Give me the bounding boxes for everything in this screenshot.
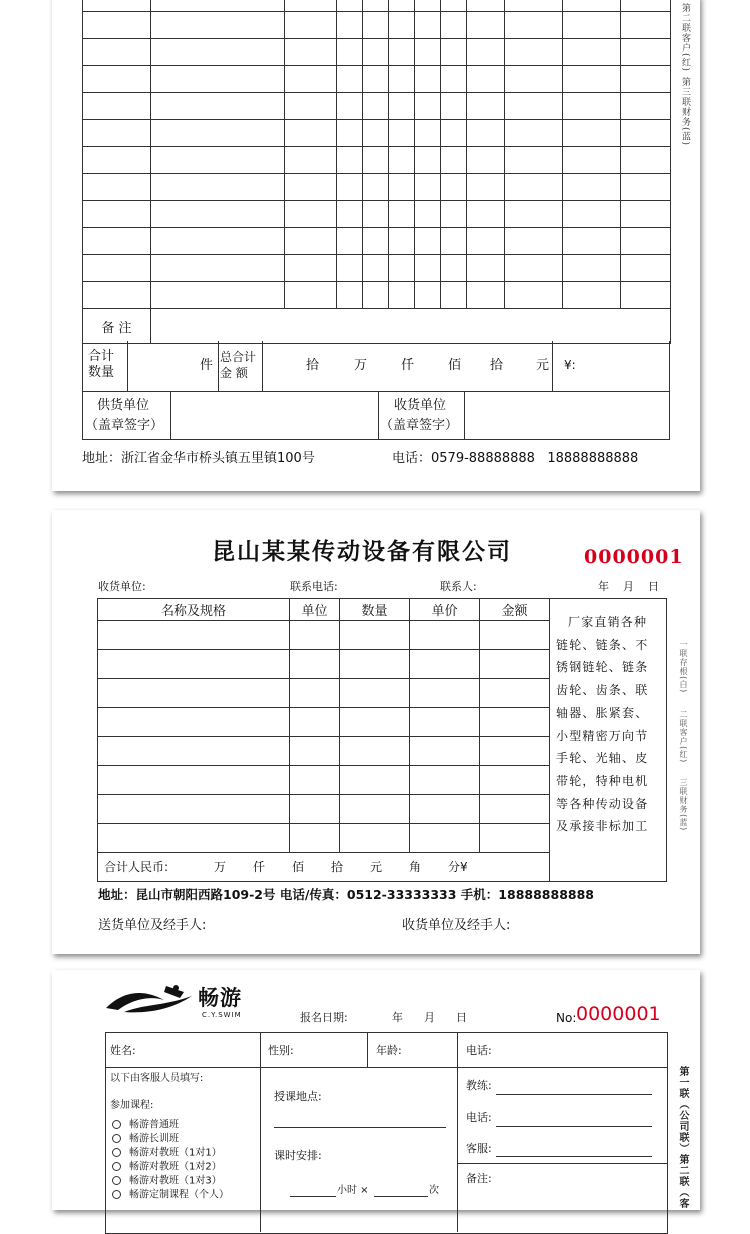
address-1: 地址：浙江省金华市桥头镇五里镇100号	[82, 451, 315, 466]
service-input-line[interactable]	[496, 1156, 652, 1157]
radio-circle-icon[interactable]	[112, 1134, 121, 1143]
receiver-sign-label: 收货单位及经手人:	[402, 918, 511, 933]
radio-circle-icon[interactable]	[112, 1120, 121, 1129]
coach-phone-label: 电话:	[466, 1111, 492, 1124]
date-label-2: 年 月 日	[598, 580, 659, 593]
divider	[127, 341, 128, 391]
gender-label: 性别:	[268, 1044, 294, 1057]
col-header-amount: 金额	[480, 599, 550, 621]
amount-unit-shi: 拾	[306, 358, 320, 373]
delivery-note-form	[52, 510, 700, 954]
footer-address-2: 地址：昆山市朝阳西路109-2号 电话/传真：0512-33333333 手机：18888888888	[98, 887, 594, 902]
ad-line: 轴器、胀紧套、	[556, 705, 649, 720]
amount-unit-qian: 仟	[401, 358, 415, 373]
divider	[105, 1067, 667, 1068]
items-grid-2	[97, 598, 667, 882]
swimmer-logo-icon	[104, 982, 196, 1016]
radio-circle-icon[interactable]	[112, 1162, 121, 1171]
total-unit: 角	[409, 860, 422, 874]
course-option[interactable]: 畅游普通班	[112, 1120, 179, 1131]
course-option[interactable]: 畅游对教班（1对3）	[112, 1176, 222, 1187]
side-note: 第一联（公司联）	[677, 1066, 688, 1154]
divider	[367, 1032, 368, 1068]
ad-line: 带轮，特种电机	[556, 773, 649, 788]
coach-label: 教练:	[466, 1079, 492, 1092]
receiving-unit-label: 收货单位:	[98, 580, 146, 593]
schedule-label: 课时安排:	[274, 1149, 322, 1162]
totals-row	[82, 341, 670, 392]
divider	[262, 341, 263, 391]
ad-line: 链轮、链条、不	[556, 637, 649, 652]
amount-unit-wan: 万	[354, 358, 368, 373]
divider	[464, 391, 465, 439]
divider	[218, 341, 219, 391]
total-rmb-label: 合计人民币:	[104, 860, 169, 874]
supplier-label: 供货单位	[97, 398, 150, 413]
divider	[378, 391, 379, 439]
logo-text: 畅游	[198, 986, 242, 1010]
side-note: 第二联客户(红)	[680, 3, 690, 73]
col-header-name: 名称及规格	[98, 599, 290, 621]
side-note: 第三联财务(蓝)	[680, 77, 690, 147]
course-option[interactable]: 畅游对教班（1对1）	[112, 1148, 222, 1159]
no-label: No:	[556, 1011, 577, 1025]
phone-label: 电话:	[466, 1044, 492, 1057]
company-title: 昆山某某传动设备有限公司	[212, 538, 512, 565]
place-label: 授课地点:	[274, 1090, 322, 1103]
ad-panel	[550, 599, 667, 882]
phone-1: 电话：0579-88888888 18888888888	[392, 451, 639, 466]
total-unit: 拾	[331, 860, 344, 874]
receiver-stamp: （盖章签字）	[380, 418, 459, 433]
divider	[552, 341, 553, 391]
registration-date-label: 报名日期:	[300, 1011, 348, 1024]
ad-line: 及承接非标加工	[556, 819, 649, 834]
side-note: 三联财务(蓝)	[679, 778, 688, 832]
total-qty-unit: 件	[200, 358, 214, 373]
place-input-line[interactable]	[274, 1127, 446, 1128]
course-option[interactable]: 畅游对教班（1对2）	[112, 1162, 222, 1173]
divider	[170, 391, 171, 439]
ad-line: 等各种传动设备	[556, 796, 649, 811]
total-qty-label: 合计数量	[88, 349, 115, 380]
serial-number-3: 0000001	[576, 1003, 661, 1025]
ad-line: 齿轮、齿条、联	[556, 683, 649, 698]
receiver-label: 收货单位	[394, 398, 447, 413]
contact-phone-label: 联系电话:	[290, 580, 338, 593]
total-unit: 元	[370, 860, 383, 874]
registration-date: 年 月 日	[392, 1011, 467, 1024]
logo-subtext: C.Y.SWIM	[202, 1011, 242, 1019]
coach-input-line[interactable]	[496, 1094, 652, 1095]
sender-sign-label: 送货单位及经手人:	[98, 918, 207, 933]
receipt-form-1	[52, 0, 700, 491]
times-input-line[interactable]	[374, 1196, 428, 1197]
total-unit: 分¥	[448, 860, 468, 874]
amount-unit-yuan: 元	[536, 358, 550, 373]
course-option[interactable]: 畅游定制课程（个人）	[112, 1190, 229, 1201]
col-header-qty: 数量	[340, 599, 410, 621]
amount-unit-shi2: 拾	[490, 358, 504, 373]
divider	[260, 1032, 261, 1232]
remark-label: 备 注	[83, 309, 151, 344]
side-note: 二联客户(红)	[679, 710, 688, 764]
times-unit: 次	[429, 1185, 439, 1196]
total-unit: 万	[214, 860, 227, 874]
ad-line: 厂家直销各种	[568, 615, 648, 629]
coach-phone-input-line[interactable]	[496, 1126, 652, 1127]
contact-person-label: 联系人:	[440, 580, 477, 593]
col-header-price: 单价	[410, 599, 480, 621]
staff-fill-note: 以下由客服人员填写:	[110, 1073, 204, 1084]
side-note: 一联存根(白)	[679, 640, 688, 694]
ad-line: 锈钢链轮、链条	[556, 660, 649, 675]
age-label: 年龄:	[376, 1044, 402, 1057]
supplier-stamp: （盖章签字）	[85, 418, 164, 433]
total-unit: 佰	[292, 860, 305, 874]
radio-circle-icon[interactable]	[112, 1190, 121, 1199]
course-option[interactable]: 畅游长训班	[112, 1134, 179, 1145]
ad-line: 手轮、光轴、皮	[556, 751, 649, 766]
radio-circle-icon[interactable]	[112, 1176, 121, 1185]
col-header-unit: 单位	[290, 599, 340, 621]
divider	[457, 1032, 458, 1232]
courses-label: 参加课程:	[110, 1100, 154, 1111]
total-amount-label: 总合计金 额	[220, 350, 257, 380]
remark-label-3: 备注:	[466, 1172, 492, 1185]
swim-registration-form	[52, 970, 700, 1210]
yen-label: ¥:	[564, 358, 576, 372]
registration-grid	[105, 1032, 668, 1234]
divider	[457, 1163, 667, 1164]
name-label: 姓名:	[110, 1044, 136, 1057]
side-note: 第二联（客	[677, 1154, 688, 1209]
serial-number-2: 0000001	[584, 546, 684, 568]
radio-circle-icon[interactable]	[112, 1148, 121, 1157]
total-unit: 仟	[253, 860, 266, 874]
items-grid-1	[82, 0, 671, 344]
amount-unit-bai: 佰	[448, 358, 462, 373]
hours-unit: 小时 ×	[337, 1185, 369, 1196]
service-label: 客服:	[466, 1142, 492, 1155]
ad-line: 小型精密万向节	[556, 728, 649, 743]
hours-input-line[interactable]	[290, 1196, 336, 1197]
